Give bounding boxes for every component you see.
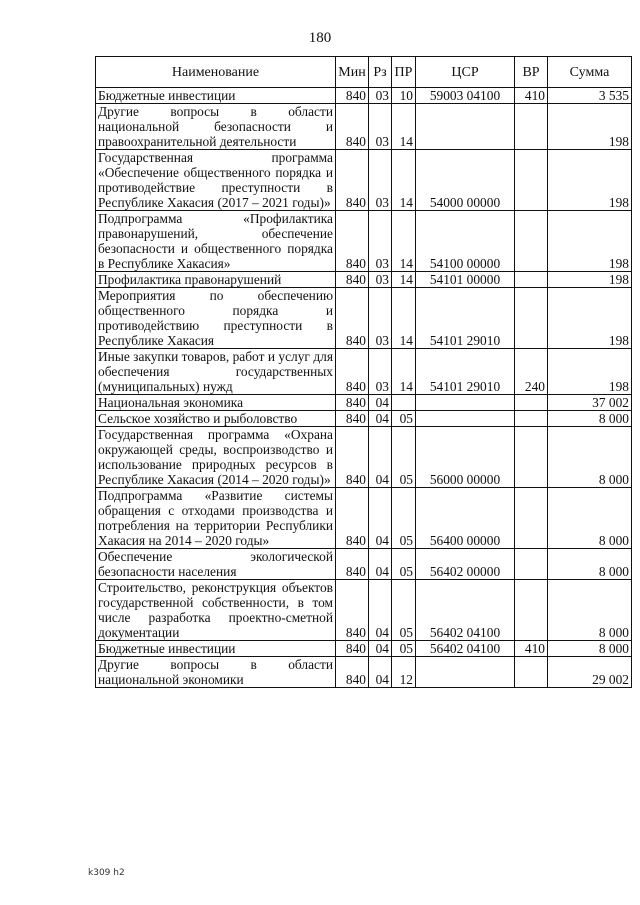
header-name: Наименование (96, 57, 336, 88)
cell-vr (515, 488, 548, 549)
cell-sum: 8 000 (548, 411, 632, 427)
cell-min: 840 (336, 349, 369, 395)
cell-name: Мероприятия по обеспечению общественного порядка и противодействию преступности в Республике Хакасия (96, 288, 336, 349)
cell-sum: 198 (548, 288, 632, 349)
cell-rz: 03 (369, 272, 392, 288)
header-rz: Рз (369, 57, 392, 88)
budget-table (95, 56, 632, 688)
table-row (96, 211, 632, 272)
cell-name: Сельское хозяйство и рыболовство (96, 411, 336, 427)
cell-pr: 05 (392, 641, 416, 657)
cell-pr: 14 (392, 288, 416, 349)
footer-code: k309 h2 (88, 868, 125, 878)
cell-sum: 8 000 (548, 641, 632, 657)
cell-csr: 54101 00000 (416, 272, 515, 288)
cell-csr: 56402 04100 (416, 641, 515, 657)
cell-name: Национальная экономика (96, 395, 336, 411)
cell-vr (515, 427, 548, 488)
cell-name: Обеспечение экологической безопасности населения (96, 549, 336, 580)
cell-csr: 54101 29010 (416, 288, 515, 349)
cell-sum: 198 (548, 349, 632, 395)
cell-min: 840 (336, 657, 369, 688)
cell-sum: 8 000 (548, 549, 632, 580)
cell-name: Подпрограмма «Профилактика правонарушений, обеспечение безопасности и общественного порядка в Республике Хакасия» (96, 211, 336, 272)
table-row (96, 288, 632, 349)
cell-min: 840 (336, 427, 369, 488)
cell-sum: 198 (548, 211, 632, 272)
cell-csr: 56000 00000 (416, 427, 515, 488)
cell-min: 840 (336, 395, 369, 411)
cell-min: 840 (336, 549, 369, 580)
cell-min: 840 (336, 580, 369, 641)
cell-pr: 14 (392, 272, 416, 288)
cell-csr: 54101 29010 (416, 349, 515, 395)
cell-vr (515, 288, 548, 349)
cell-rz: 03 (369, 150, 392, 211)
cell-vr (515, 211, 548, 272)
cell-csr (416, 104, 515, 150)
cell-csr (416, 411, 515, 427)
cell-name: Подпрограмма «Развитие системы обращения с отходами производства и потребления на территории Республики Хакасия на 2014 – 2020 годы» (96, 488, 336, 549)
cell-rz: 03 (369, 288, 392, 349)
cell-sum: 29 002 (548, 657, 632, 688)
cell-rz: 04 (369, 411, 392, 427)
table-row (96, 104, 632, 150)
cell-csr (416, 395, 515, 411)
cell-rz: 04 (369, 549, 392, 580)
cell-name: Строительство, реконструкция объектов государственной собственности, в том числе разработка проектно-сметной документации (96, 580, 336, 641)
cell-sum: 198 (548, 272, 632, 288)
cell-rz: 04 (369, 488, 392, 549)
table-row (96, 88, 632, 104)
cell-min: 840 (336, 211, 369, 272)
cell-sum: 198 (548, 150, 632, 211)
cell-vr (515, 104, 548, 150)
header-sum: Сумма (548, 57, 632, 88)
cell-vr (515, 395, 548, 411)
table-header-row (96, 57, 632, 88)
cell-pr: 05 (392, 411, 416, 427)
cell-csr (416, 657, 515, 688)
cell-min: 840 (336, 272, 369, 288)
cell-name: Бюджетные инвестиции (96, 88, 336, 104)
cell-min: 840 (336, 88, 369, 104)
cell-vr (515, 411, 548, 427)
cell-pr: 14 (392, 150, 416, 211)
cell-rz: 04 (369, 657, 392, 688)
table-row (96, 349, 632, 395)
table-row (96, 657, 632, 688)
cell-sum: 198 (548, 104, 632, 150)
table-row (96, 272, 632, 288)
cell-sum: 8 000 (548, 488, 632, 549)
cell-min: 840 (336, 288, 369, 349)
cell-rz: 04 (369, 641, 392, 657)
cell-sum: 37 002 (548, 395, 632, 411)
cell-vr (515, 657, 548, 688)
cell-rz: 03 (369, 104, 392, 150)
cell-csr: 56402 00000 (416, 549, 515, 580)
cell-name: Иные закупки товаров, работ и услуг для обеспечения государственных (муниципальных) нужд (96, 349, 336, 395)
header-csr: ЦСР (416, 57, 515, 88)
cell-vr (515, 272, 548, 288)
cell-min: 840 (336, 488, 369, 549)
table-body (96, 88, 632, 688)
page-number: 180 (308, 30, 332, 46)
cell-pr: 05 (392, 427, 416, 488)
table-row (96, 641, 632, 657)
cell-vr: 240 (515, 349, 548, 395)
cell-vr (515, 580, 548, 641)
cell-min: 840 (336, 104, 369, 150)
cell-pr: 14 (392, 104, 416, 150)
cell-pr: 10 (392, 88, 416, 104)
cell-name: Профилактика правонарушений (96, 272, 336, 288)
cell-name: Государственная программа «Обеспечение общественного порядка и противодействие преступности в Республике Хакасия (2017 – 2021 годы)» (96, 150, 336, 211)
cell-name: Бюджетные инвестиции (96, 641, 336, 657)
table-row (96, 150, 632, 211)
cell-name: Другие вопросы в области национальной экономики (96, 657, 336, 688)
cell-csr: 54100 00000 (416, 211, 515, 272)
cell-min: 840 (336, 641, 369, 657)
cell-csr: 54000 00000 (416, 150, 515, 211)
cell-vr (515, 549, 548, 580)
cell-sum: 8 000 (548, 580, 632, 641)
cell-csr: 59003 04100 (416, 88, 515, 104)
table-row (96, 488, 632, 549)
cell-vr (515, 150, 548, 211)
cell-csr: 56400 00000 (416, 488, 515, 549)
table-row (96, 580, 632, 641)
table-row (96, 549, 632, 580)
cell-min: 840 (336, 411, 369, 427)
cell-vr: 410 (515, 88, 548, 104)
cell-name: Государственная программа «Охрана окружающей среды, воспроизводство и использование природных ресурсов в Республике Хакасия (2014 – 2020 годы)» (96, 427, 336, 488)
header-pr: ПР (392, 57, 416, 88)
cell-sum: 3 535 (548, 88, 632, 104)
cell-rz: 04 (369, 580, 392, 641)
table-row (96, 427, 632, 488)
cell-rz: 03 (369, 349, 392, 395)
cell-rz: 04 (369, 395, 392, 411)
cell-min: 840 (336, 150, 369, 211)
cell-pr: 05 (392, 488, 416, 549)
cell-pr (392, 395, 416, 411)
cell-pr: 14 (392, 349, 416, 395)
cell-pr: 05 (392, 549, 416, 580)
header-vr: ВР (515, 57, 548, 88)
table-row (96, 395, 632, 411)
header-min: Мин (336, 57, 369, 88)
table-row (96, 411, 632, 427)
cell-rz: 03 (369, 211, 392, 272)
cell-csr: 56402 04100 (416, 580, 515, 641)
cell-pr: 14 (392, 211, 416, 272)
cell-vr: 410 (515, 641, 548, 657)
cell-name: Другие вопросы в области национальной безопасности и правоохранительной деятельности (96, 104, 336, 150)
cell-rz: 03 (369, 88, 392, 104)
cell-sum: 8 000 (548, 427, 632, 488)
cell-rz: 04 (369, 427, 392, 488)
cell-pr: 12 (392, 657, 416, 688)
cell-pr: 05 (392, 580, 416, 641)
